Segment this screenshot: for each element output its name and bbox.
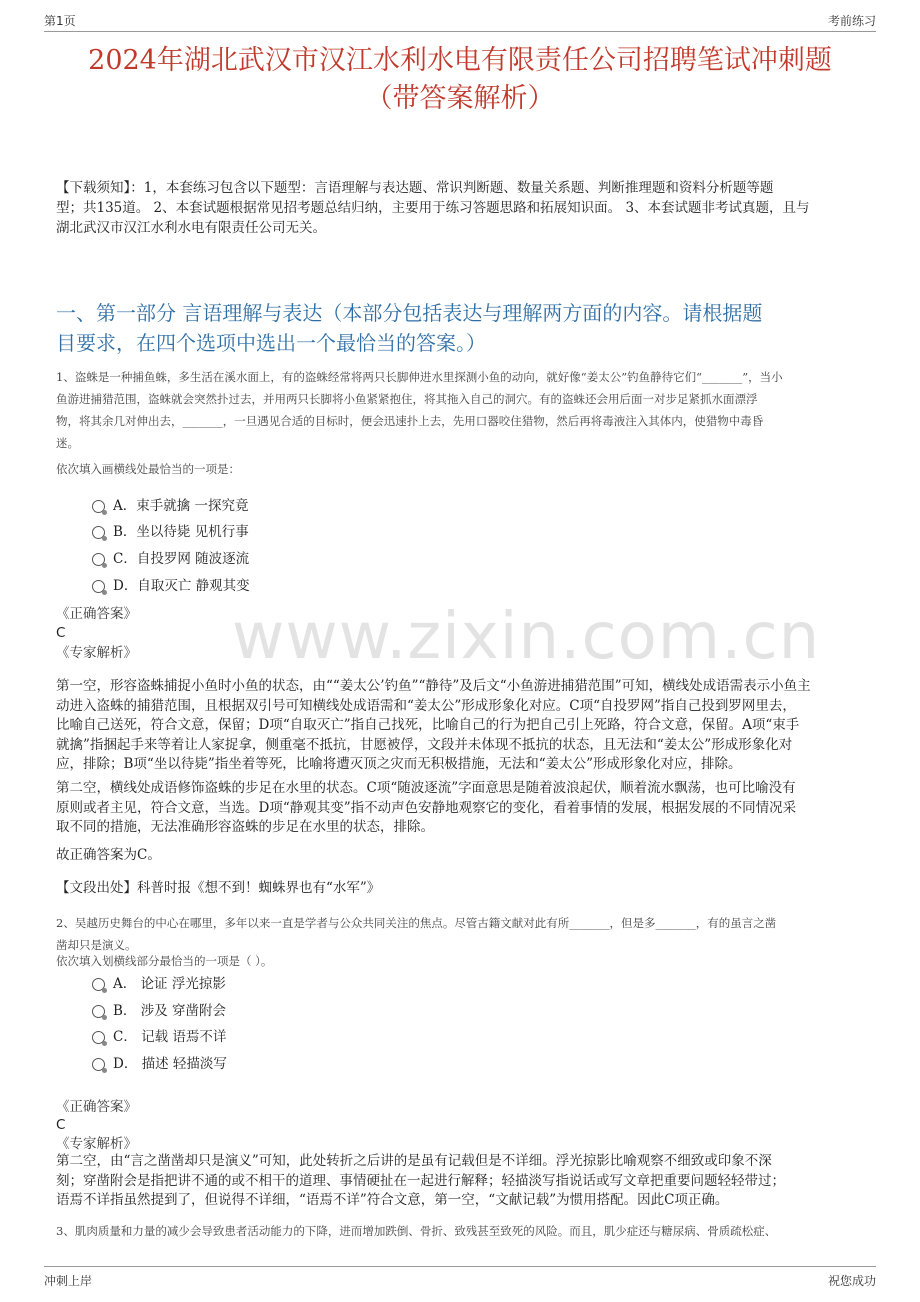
option-label: A．束手就擒 一探究竟 (113, 498, 249, 514)
watermark: www.zixin.com.cn (232, 600, 821, 674)
q2-analysis-label: 《专家解析》 (56, 1136, 137, 1152)
radio-icon[interactable] (92, 1031, 105, 1044)
q1-answer-label: 《正确答案》 (56, 606, 137, 622)
q1-option-a[interactable] (92, 496, 249, 516)
analysis-line: 取不同的措施，无法准确形容盗蛛的步足在水里的状态，排除。 (56, 819, 434, 835)
q1-conclusion: 故正确答案为C。 (56, 847, 161, 863)
q2-answer: C (56, 1117, 66, 1133)
analysis-line: 原则或者主见，符合文意，当选。D项“静观其变”指不动声色安静地观察它的变化，看着事情的发展，根据发展的不同情况采 (56, 799, 797, 816)
analysis-line: 就擒”指捆起手来等着让人家捉拿，侧重毫不抵抗，甘愿被俘，文段并未体现不抵抗的状态，且无法和“姜太公”形成形象化对 (56, 736, 793, 753)
footer-right: 祝您成功 (827, 1274, 876, 1288)
question-1-stem (56, 366, 868, 454)
q1-analysis-paragraph-1 (56, 677, 868, 775)
stem-line: 2、吴越历史舞台的中心在哪里，多年以来一直是学者与公众共同关注的焦点。尽管古籍文献对此有所_______，但是多_______，有的虽言之凿 (56, 916, 777, 930)
analysis-line: 第二空，由“言之凿凿却只是演义”可知，此处转折之后讲的是虽有记载但是不详细。浮光掠影比喻观察不细致或印象不深 (56, 1153, 772, 1169)
document-title (40, 42, 880, 118)
q2-answer-label: 《正确答案》 (56, 1099, 137, 1115)
notice-line: 湖北武汉市汉江水利水电有限责任公司无关。 (56, 220, 326, 236)
radio-icon[interactable] (92, 580, 105, 593)
stem-line: 1、盗蛛是一种捕鱼蛛，多生活在溪水面上，有的盗蛛经常将两只长脚伸进水里探测小鱼的动向，就好像“姜太公”钓鱼静待它们“_______”，当小 (56, 370, 783, 384)
option-label: D． 描述 轻描淡写 (113, 1056, 227, 1072)
section-heading-line: 目要求，在四个选项中选出一个最恰当的答案。） (56, 331, 486, 355)
stem-line: 物，将其余几对伸出去，_______，一旦遇见合适的目标时，便会迅速扑上去，先用口器咬住猎物，然后再将毒液注入其体内，使猎物中毒昏 (56, 414, 764, 428)
analysis-line: 语焉不详指虽然提到了，但说得不详细，“语焉不详”符合文意，第一空，“文献记载”为惯用搭配。因此C项正确。 (56, 1192, 729, 1208)
analysis-line: 应，排除；B项“坐以待毙”指坐着等死，比喻将遭灭顶之灾而无积极措施，无法和“姜太公”形成形象化对应，排除。 (56, 756, 742, 772)
analysis-line: 第二空，横线处成语修饰盗蛛的步足在水里的状态。C项“随波逐流”字面意思是随着波浪起伏，顺着流水飘荡，也可比喻没有 (56, 780, 796, 796)
option-label: C．自投罗网 随波逐流 (113, 551, 250, 567)
option-label: A． 论证 浮光掠影 (113, 976, 226, 992)
analysis-line: 比喻自己送死，符合文意，保留；D项“自取灭亡”指自己找死，比喻自己的行为把自己引上死路，符合文意，保留。A项“束手 (56, 717, 800, 733)
page-number: 第1页 (44, 14, 76, 28)
section-heading (56, 298, 866, 358)
radio-icon[interactable] (92, 526, 105, 539)
radio-icon[interactable] (92, 978, 105, 991)
section-heading-line: 一、第一部分 言语理解与表达（本部分包括表达与理解两方面的内容。请根据题 (56, 301, 763, 325)
radio-icon[interactable] (92, 1058, 105, 1071)
q2-analysis-paragraph (56, 1152, 868, 1211)
q2-option-c[interactable] (92, 1027, 226, 1047)
question-3-stem: 3、肌肉质量和力量的减少会导致患者活动能力的下降，进而增加跌倒、骨折、致残甚至致死的风险。而且，肌少症还与糖尿病、骨质疏松症、 (56, 1224, 777, 1238)
title-line-2: （带答案解析） (365, 83, 555, 114)
footer-divider (44, 1266, 876, 1267)
stem-line: 鱼游进捕猎范围，盗蛛就会突然扑过去，并用两只长脚将小鱼紧紧抱住，将其拖入自己的洞穴。有的盗蛛还会用后面一对步足紧抓水面漂浮 (56, 392, 758, 406)
analysis-line: 动进入盗蛛的捕猎范围，且根据双引号可知横线处成语需和“姜太公”形成形象化对应。C项“自投罗网”指自己投到罗网里去， (56, 697, 796, 714)
q1-answer: C (56, 625, 66, 641)
q1-source: 【文段出处】科普时报《想不到！蜘蛛界也有“水军”》 (56, 880, 381, 896)
analysis-line: 刻；穿凿附会是指把讲不通的或不相干的道理、事情硬扯在一起进行解释；轻描淡写指说话或写文章把重要问题轻轻带过； (56, 1172, 785, 1189)
q1-option-b[interactable] (92, 522, 249, 542)
q2-option-d[interactable] (92, 1054, 227, 1074)
radio-icon[interactable] (92, 553, 105, 566)
download-notice (56, 178, 862, 238)
q1-option-d[interactable] (92, 576, 250, 596)
q1-analysis-label: 《专家解析》 (56, 645, 137, 661)
analysis-line: 第一空，形容盗蛛捕捉小鱼时小鱼的状态，由““姜太公’钓鱼”“静待”及后文“小鱼游进捕猎范围”可知，横线处成语需表示小鱼主 (56, 678, 811, 694)
radio-icon[interactable] (92, 500, 105, 513)
question-1-prompt: 依次填入画横线处最恰当的一项是： (56, 462, 240, 476)
notice-line: 【下载须知】：1，本套练习包含以下题型：言语理解与表达题、常识判断题、数量关系题、判断推理题和资料分析题等题 (56, 180, 774, 196)
q2-option-b[interactable] (92, 1001, 226, 1021)
radio-icon[interactable] (92, 1005, 105, 1018)
stem-line: 凿却只是演义。 (56, 938, 137, 952)
option-label: D．自取灭亡 静观其变 (113, 578, 250, 594)
option-label: B． 涉及 穿凿附会 (113, 1003, 227, 1019)
header-divider (44, 31, 876, 32)
header-tag: 考前练习 (827, 14, 876, 28)
notice-line: 型；共135道。 2、本套试题根据常见招考题总结归纳，主要用于练习答题思路和拓展知识面。 3、本套试题非考试真题，且与 (56, 200, 810, 216)
q1-option-c[interactable] (92, 549, 249, 569)
option-label: C． 记载 语焉不详 (113, 1029, 227, 1045)
q2-option-a[interactable] (92, 974, 226, 994)
title-line-1: 2024年湖北武汉市汉江水利水电有限责任公司招聘笔试冲刺题 (88, 45, 832, 76)
option-label: B．坐以待毙 见机行事 (113, 524, 249, 540)
stem-line: 迷。 (56, 436, 79, 450)
question-2-prompt: 依次填入划横线部分最恰当的一项是（ ）。 (56, 954, 273, 968)
q1-analysis-paragraph-2 (56, 779, 868, 838)
footer-left: 冲刺上岸 (44, 1274, 93, 1288)
